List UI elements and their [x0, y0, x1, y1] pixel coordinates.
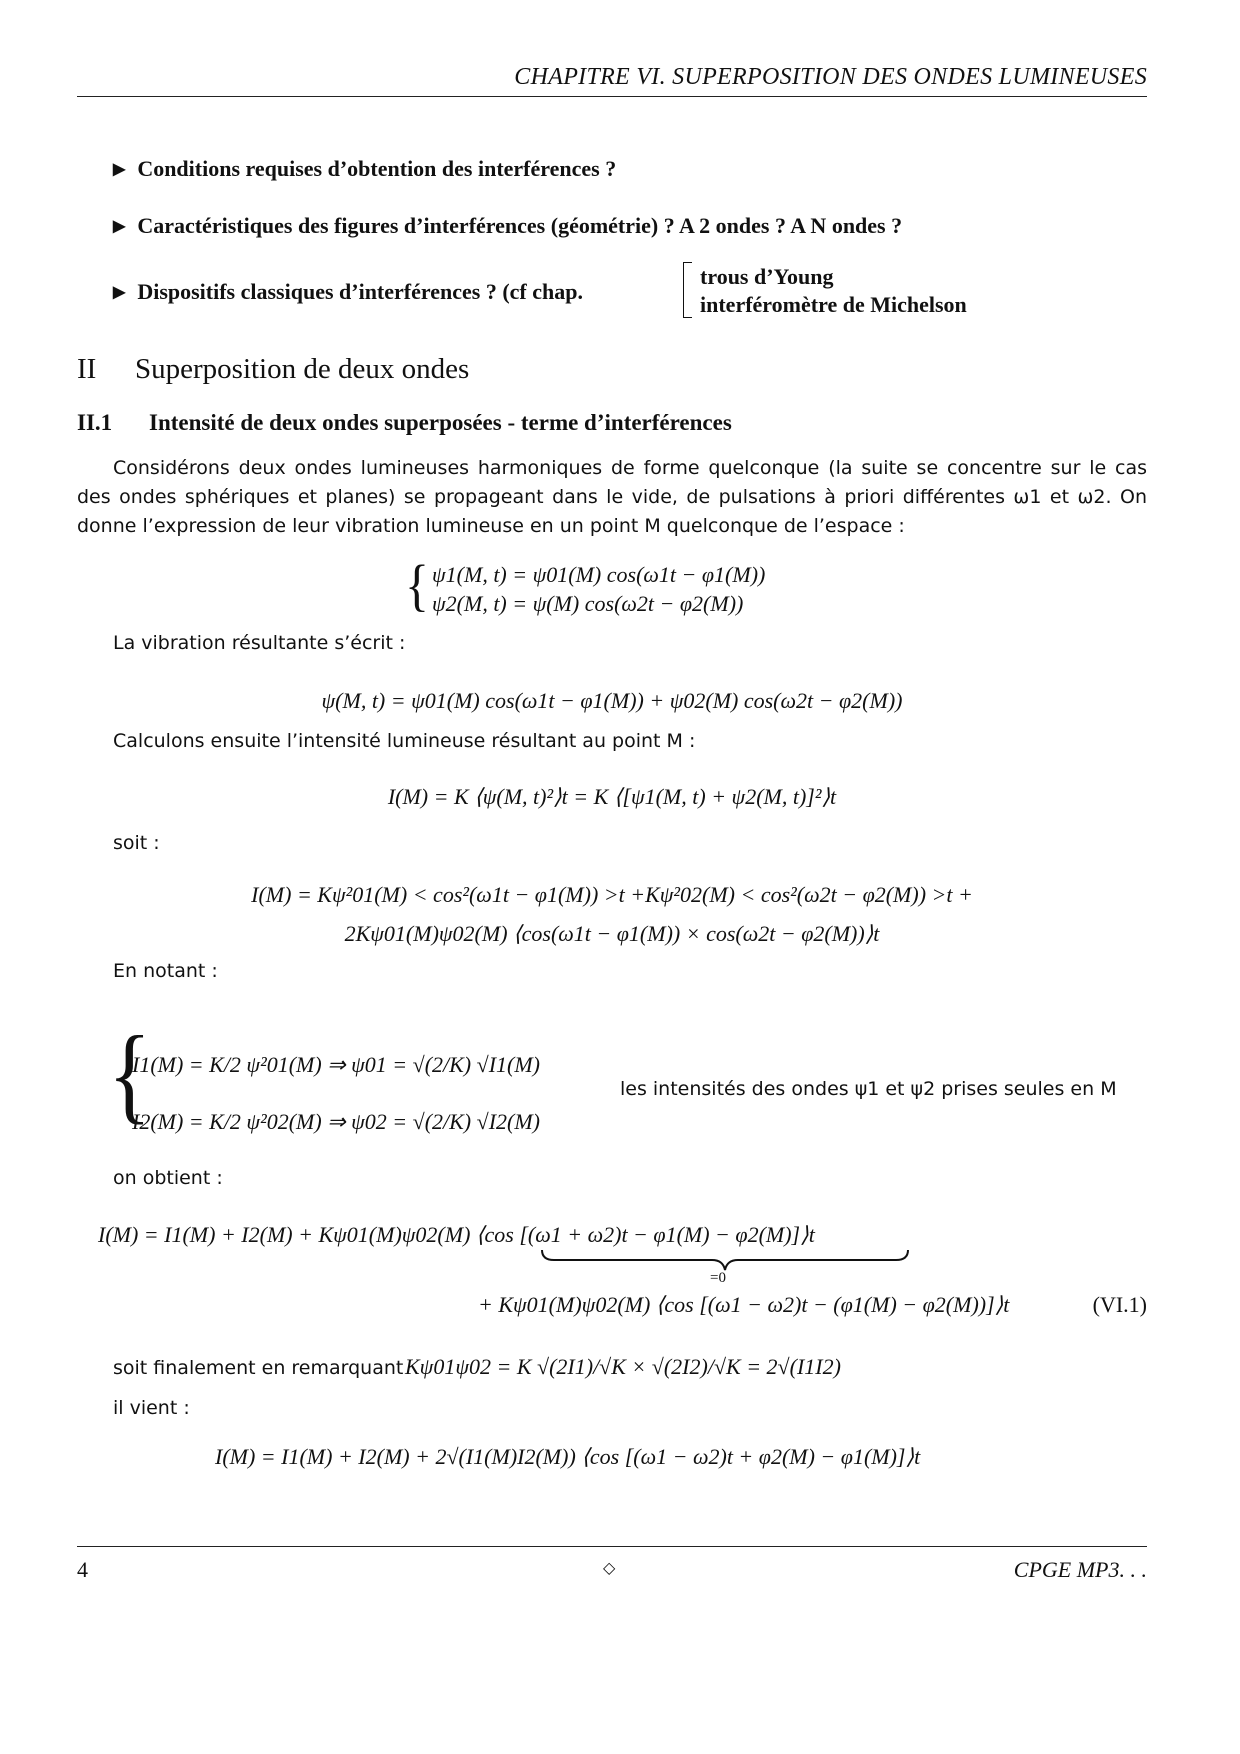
- intro-paragraph: Considérons deux ondes lumineuses harmoniques de forme quelconque (la suite se concentre sur le cas des ondes sphériques et planes) se propageant dans le vide, de pulsations à priori différentes ω1 et ω2. On donne l’expression de leur vibration lumineuse en un point M quelconque de l’espace :: [77, 457, 1147, 537]
- definitions-brace: {: [108, 1015, 152, 1134]
- running-title: CHAPITRE VI. SUPERPOSITION DES ONDES LUMINEUSES: [514, 64, 1147, 90]
- bracket-option: interféromètre de Michelson: [700, 292, 967, 317]
- equation-tag: (VI.1): [1092, 1292, 1147, 1317]
- triangle-bullet-icon: ▶: [113, 218, 126, 235]
- section-heading: [77, 353, 469, 386]
- text-line: soit finalement en remarquant: [113, 1357, 404, 1379]
- triangle-bullet-icon: ▶: [113, 284, 126, 301]
- bullet-text: Caractéristiques des figures d’interférences (géométrie) ? A 2 ondes ? A N ondes ?: [137, 213, 903, 238]
- bullet-item: [113, 279, 583, 305]
- equation-definition-I1: I1(M) = K/2 ψ²01(M) ⇒ ψ01 = √(2/K) √I1(M): [132, 1052, 541, 1077]
- footer-right-text: CPGE MP3. . .: [1013, 1557, 1147, 1582]
- triangle-bullet-icon: ▶: [113, 161, 126, 178]
- diamond-icon: ◇: [603, 1558, 616, 1577]
- system-brace: {: [405, 552, 429, 618]
- equation-expanded-line-1: I(M) = Kψ²01(M) < cos²(ω1t − φ1(M)) >t +Kψ²02(M) < cos²(ω2t − φ2(M)) >t +: [251, 882, 973, 907]
- options-bracket: [683, 262, 692, 318]
- underbrace-label: =0: [710, 1270, 726, 1286]
- bullet-item: [113, 213, 902, 239]
- equation-definition-I2: I2(M) = K/2 ψ²02(M) ⇒ ψ02 = √(2/K) √I2(M): [132, 1109, 541, 1134]
- text-line: En notant :: [113, 960, 218, 982]
- text-line: soit :: [113, 832, 160, 854]
- bullet-item: [113, 156, 616, 182]
- equation-final: I(M) = I1(M) + I2(M) + 2√(I1(M)I2(M)) ⟨cos [(ω1 − ω2)t + φ2(M) − φ1(M)]⟩t: [215, 1444, 921, 1469]
- bullet-text: Conditions requises d’obtention des interférences ?: [137, 156, 617, 181]
- bracket-option: trous d’Young: [700, 264, 834, 289]
- equation-intensity-definition: I(M) = K ⟨ψ(M, t)²⟩t = K ⟨[ψ1(M, t) + ψ2(M, t)]²⟩t: [387, 784, 837, 809]
- equation-wave-2: ψ2(M, t) = ψ(M) cos(ω2t − φ2(M)): [432, 591, 744, 616]
- equation-resultant: ψ(M, t) = ψ01(M) cos(ω1t − φ1(M)) + ψ02(M) cos(ω2t − φ2(M)): [321, 688, 903, 713]
- text-line: il vient :: [113, 1397, 190, 1419]
- page-number: 4: [77, 1557, 88, 1582]
- definitions-note: les intensités des ondes ψ1 et ψ2 prises seules en M: [620, 1078, 1117, 1100]
- equation-main-line-2: + Kψ01(M)ψ02(M) ⟨cos [(ω1 − ω2)t − (φ1(M) − φ2(M))]⟩t: [478, 1292, 1010, 1317]
- equation-expanded-line-2: 2Kψ01(M)ψ02(M) ⟨cos(ω1t − φ1(M)) × cos(ω2t − φ2(M))⟩t: [344, 921, 880, 946]
- subsection-title: Intensité de deux ondes superposées - terme d’interférences: [149, 410, 732, 435]
- section-title: Superposition de deux ondes: [135, 353, 470, 385]
- equation-remark: Kψ01ψ02 = K √(2I1)/√K × √(2I2)/√K = 2√(I1I2): [405, 1354, 841, 1379]
- subsection-number: II.1: [77, 410, 113, 435]
- equation-main-line-1: I(M) = I1(M) + I2(M) + Kψ01(M)ψ02(M) ⟨cos [(ω1 + ω2)t − φ1(M) − φ2(M)]⟩t: [98, 1222, 815, 1247]
- text-line: on obtient :: [113, 1167, 223, 1189]
- text-line: Calculons ensuite l’intensité lumineuse résultant au point M :: [113, 730, 696, 752]
- bullet-text: Dispositifs classiques d’interférences ? (cf chap.: [137, 279, 583, 304]
- running-header: [77, 60, 1147, 97]
- equation-wave-1: ψ1(M, t) = ψ01(M) cos(ω1t − φ1(M)): [432, 562, 766, 587]
- footer-rule: [77, 1546, 1147, 1547]
- section-number: II: [77, 353, 97, 385]
- text-line: La vibration résultante s’écrit :: [113, 632, 406, 654]
- subsection-heading: [77, 410, 732, 436]
